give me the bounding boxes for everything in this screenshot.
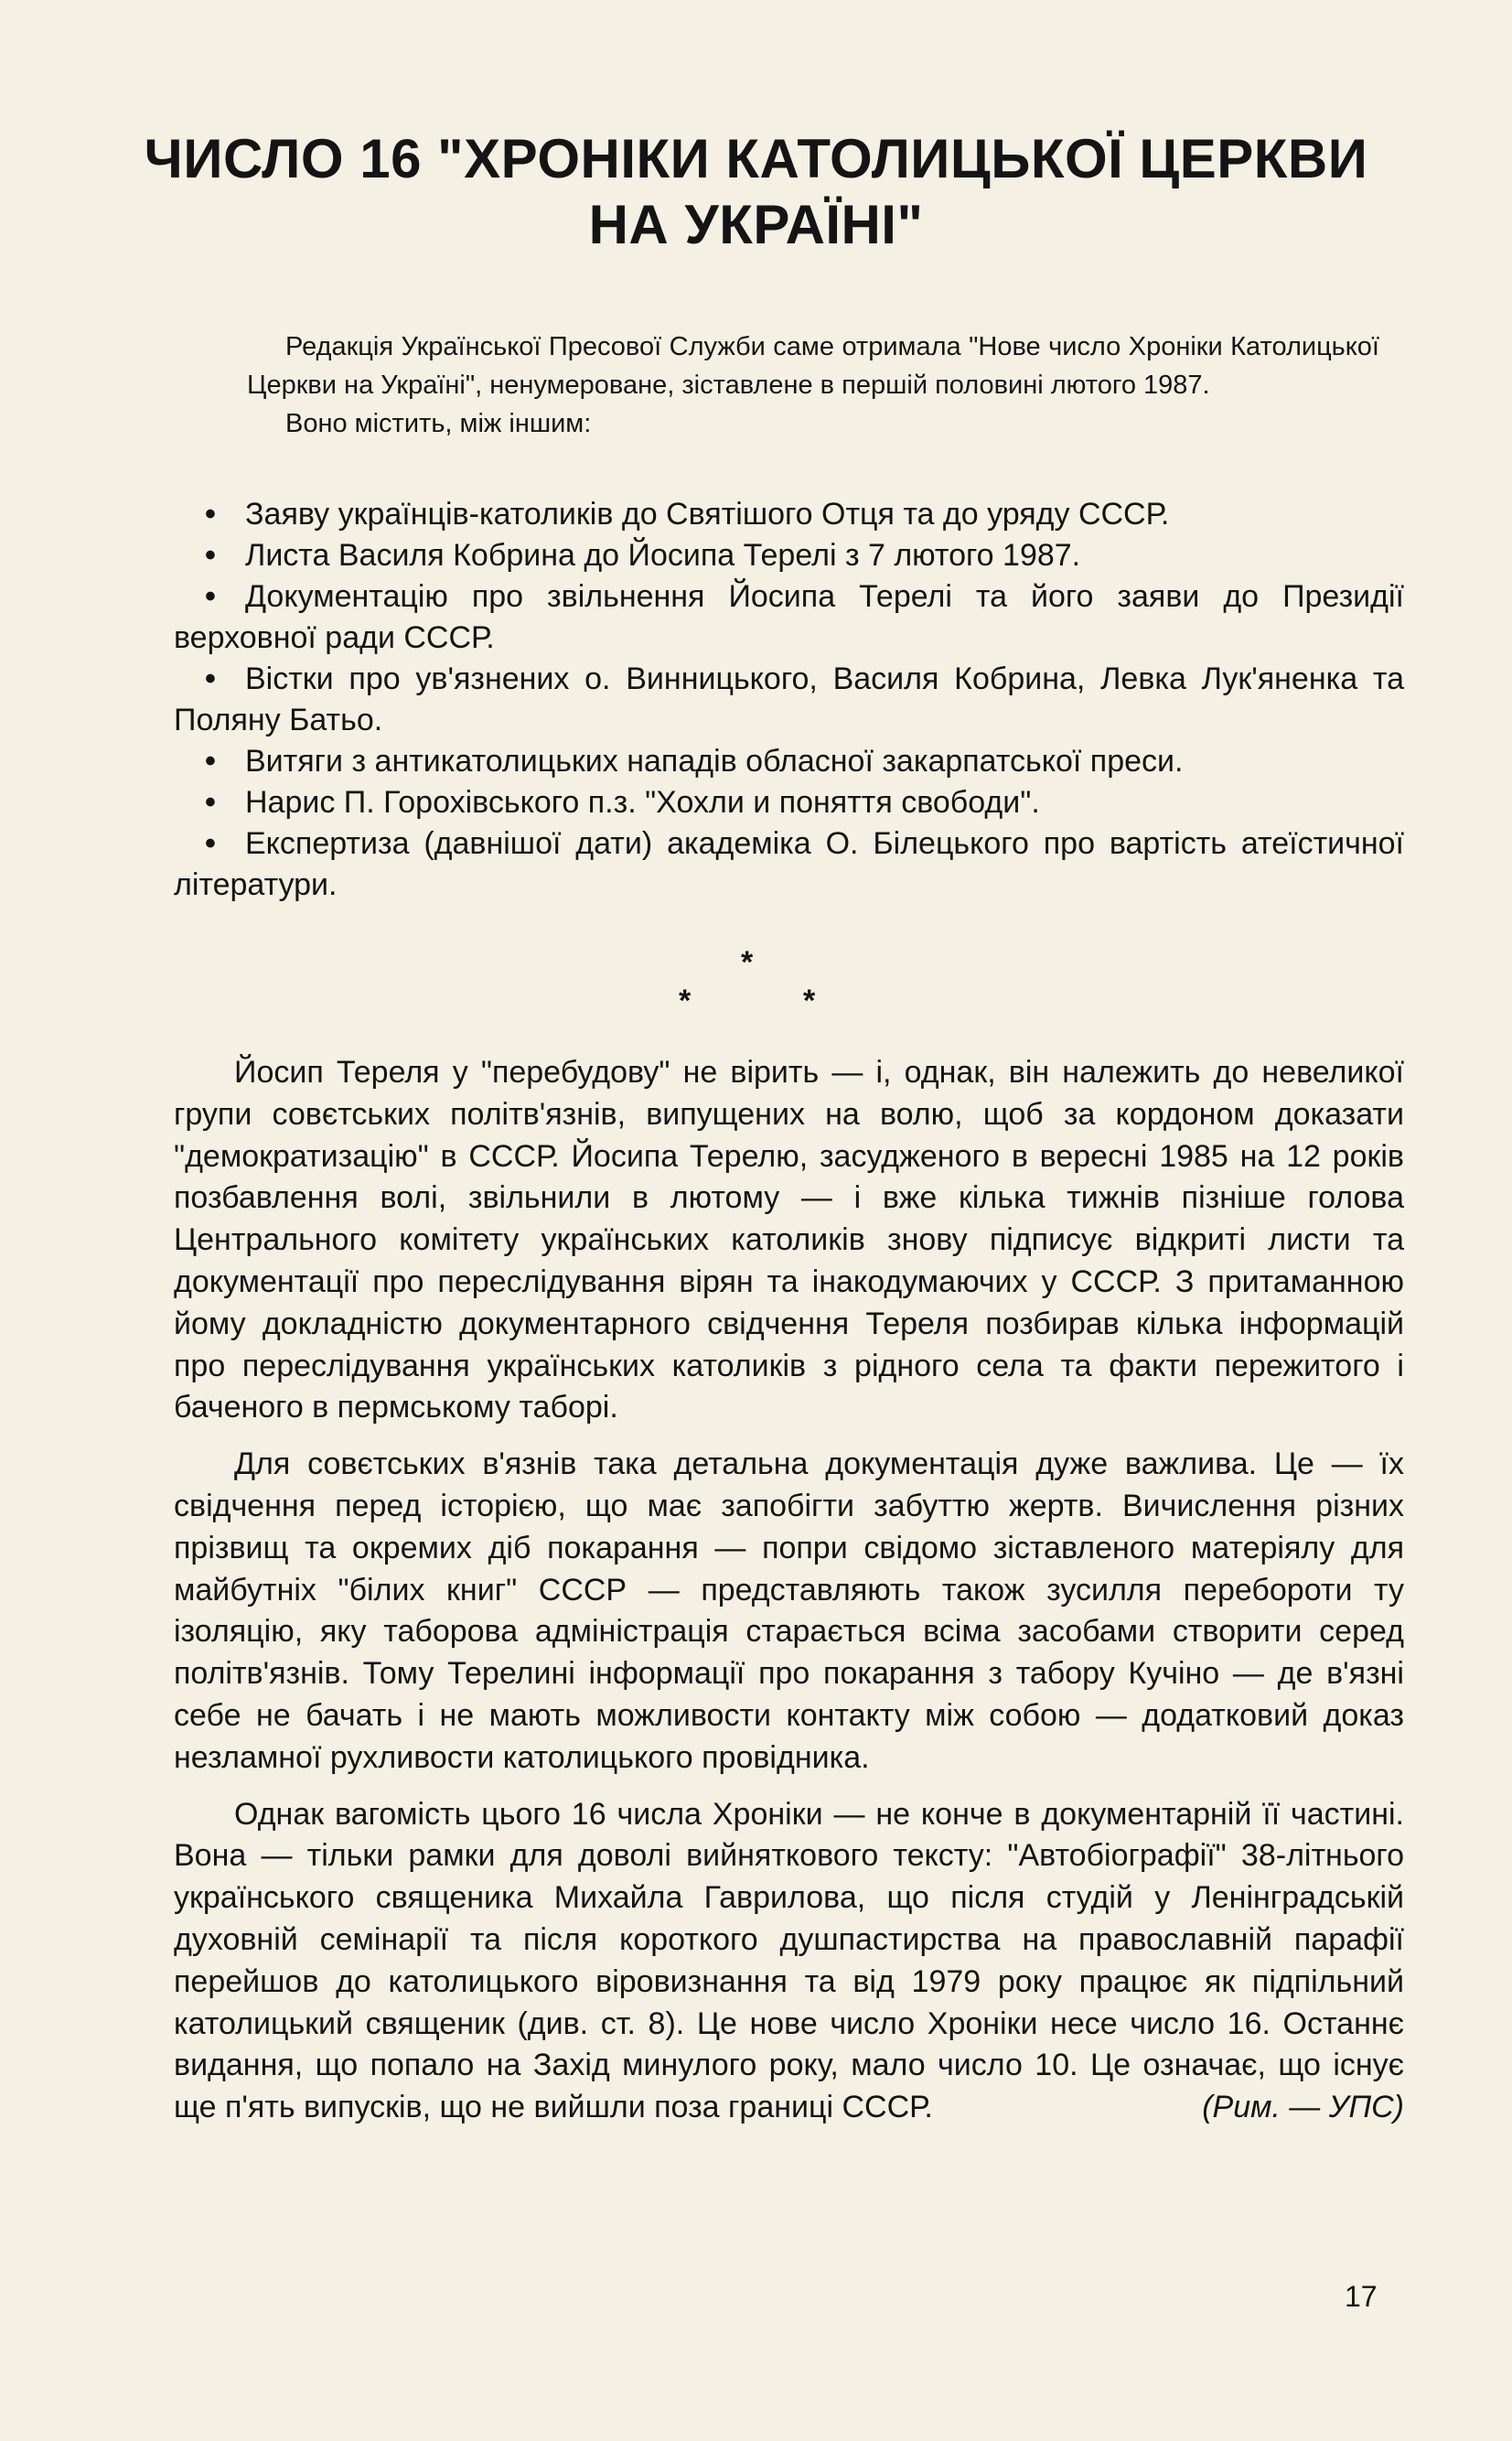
body-paragraph-text: Однак вагомість цього 16 числа Хроніки — не конче в документарній її частині. Вона — тільки рамки для доволі вийняткового тексту: "Автобіографії" 38-літнього українського священика Михайла Гаврилова, що після студій у Ленінградській духовній семінарії та після короткого душпастирства на православній парафії перейшов до католицького віровизнання та від 1979 року працює як підпільний католицький священик (див. ст. 8). Це нове число Хроніки несе число 16. Останнє видання, що попало на Захід минулого року, мало число 10. Це означає, що існує ще п'ять випусків, що не вийшли поза границі СССР. [174,1796,1404,2125]
list-item [174,823,1404,906]
intro-paragraph: Редакція Української Пресової Служби саме отримала "Нове число Хроніки Католицької Церкви на Україні", ненумероване, зіставлене в першій половині лютого 1987. [247,332,1379,400]
article-signature: (Рим. — УПС) [1202,2090,1404,2125]
list-item [174,494,1404,535]
section-separator [677,947,832,1020]
bullet-icon: • [205,538,216,573]
list-item-text: Листа Василя Кобрина до Йосипа Терелі з 7 лютого 1987. [245,538,1081,573]
separator-star-icon: * [803,984,816,1018]
title-line-2: НА УКРАЇНІ" [588,194,924,255]
page-number: 17 [1345,2280,1378,2313]
title-line-1: ЧИСЛО 16 "ХРОНІКИ КАТОЛИЦЬКОЇ ЦЕРКВИ [144,128,1368,189]
bullet-icon: • [205,826,216,861]
intro-section [247,328,1379,443]
bullet-icon: • [205,579,216,614]
body-paragraph [174,1794,1404,2129]
list-item [174,741,1404,782]
article-title [91,126,1421,258]
list-item [174,659,1404,741]
bullet-icon: • [205,744,216,779]
list-item-text: Вістки про ув'язнених о. Винницького, Василя Кобрина, Левка Лук'яненка та Поляну Батьо. [174,661,1404,737]
list-item [174,535,1404,576]
list-item-text: Документацію про звільнення Йосипа Терелі та його заяви до Президії верховної ради СССР. [174,579,1404,655]
list-item-text: Витяги з антикатолицьких нападів обласної закарпатської преси. [245,744,1184,779]
bullet-icon: • [205,785,216,820]
bullet-icon: • [205,661,216,696]
article-body [174,1052,1404,2129]
list-item-text: Нарис П. Горохівського п.з. "Хохли и поняття свободи". [245,785,1040,820]
body-paragraph: Для совєтських в'язнів така детальна документація дуже важлива. Це — їх свідчення перед історією, що має запобігти забуттю жертв. Вичислення різних прізвищ та окремих діб покарання — попри свідомо зіставленого матеріялу для майбутніх "білих книг" СССР — представляють також зусилля перебороти ту ізоляцію, яку таборова адміністрація старається всіма засобами створити серед політв'язнів. Тому Терелині інформації про покарання з табору Кучіно — де в'язні себе не бачать і не мають можливости контакту між собою — додатковий доказ незламної рухливости католицького провідника. [174,1446,1404,1775]
contents-list [174,494,1404,906]
list-item [174,782,1404,823]
separator-star-icon: * [679,984,692,1018]
list-item [174,576,1404,659]
body-paragraph: Йосип Тереля у "перебудову" не вірить — і, однак, він належить до невеликої групи совєтських політв'язнів, випущених на волю, щоб за кордоном доказати "демократизацію" в СССР. Йосипа Терелю, засудженого в вересні 1985 на 12 років позбавлення волі, звільнили в лютому — і вже кілька тижнів пізніше голова Центрального комітету українських католиків знову підписує відкриті листи та документації про переслідування вірян та інакодумаючих у СССР. З притаманною йому докладністю документарного свідчення Тереля позбирав кілька інформацій про переслідування українських католиків з рідного села та факти пережитого і баченого в пермському таборі. [174,1055,1404,1425]
list-item-text: Заяву українців-католиків до Святішого Отця та до уряду СССР. [245,497,1170,532]
bullet-icon: • [205,497,216,532]
separator-star-icon: * [741,945,754,980]
intro-contents-lead: Воно містить, між іншим: [285,409,592,438]
list-item-text: Експертиза (давнішої дати) академіка О. Білецького про вартість атеїстичної літератури. [174,826,1404,902]
